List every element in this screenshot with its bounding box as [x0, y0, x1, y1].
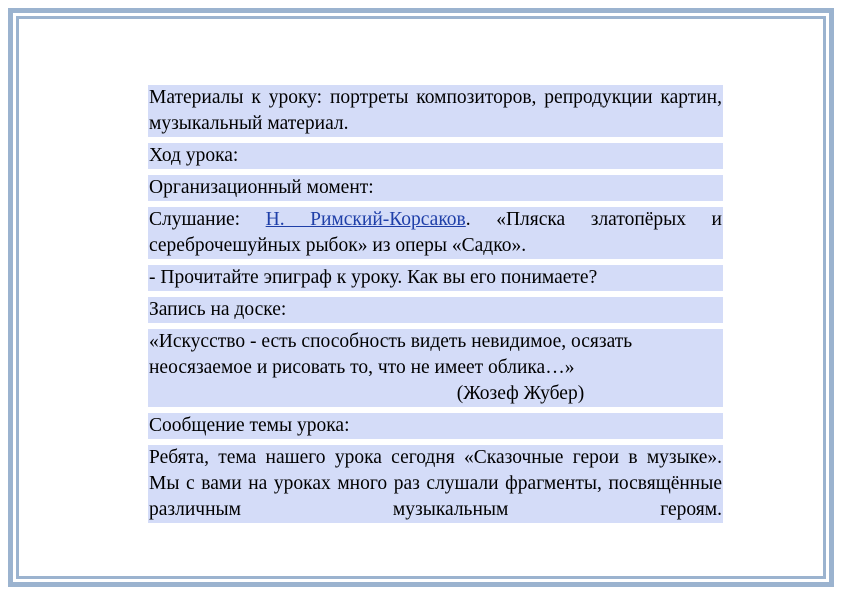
board-record-heading: Запись на доске: [148, 297, 723, 323]
epigraph-quote [148, 329, 723, 407]
quote-line-2: неосязаемое и рисовать то, что не имеет облика…» [149, 357, 575, 378]
listening-label: Слушание: [149, 209, 266, 230]
topic-heading: Сообщение темы урока: [148, 413, 723, 439]
quote-author: (Жозеф Жубер) [456, 383, 585, 404]
composer-link[interactable]: Н. Римский-Корсаков [265, 209, 466, 230]
quote-line-1: «Искусство - есть способность видеть невидимое, осязать [149, 331, 633, 352]
listening-piece: . «Пляска златопёрых и сереброчешуйных рыбок» из оперы «Садко». [149, 209, 722, 256]
lesson-text [148, 85, 723, 523]
topic-paragraph: Ребята, тема нашего урока сегодня «Сказочные герои в музыке». Мы с вами на уроках много раз слушали фрагменты, посвящённые различным музыкальным героям. [148, 445, 723, 523]
materials-paragraph: Материалы к уроку: портреты композиторов, репродукции картин, музыкальный материал. [148, 85, 723, 137]
lesson-progress-heading: Ход урока: [148, 143, 723, 169]
epigraph-question: - Прочитайте эпиграф к уроку. Как вы его понимаете? [148, 265, 723, 291]
listening-paragraph [148, 207, 723, 259]
organizational-moment: Организационный момент: [148, 175, 723, 201]
